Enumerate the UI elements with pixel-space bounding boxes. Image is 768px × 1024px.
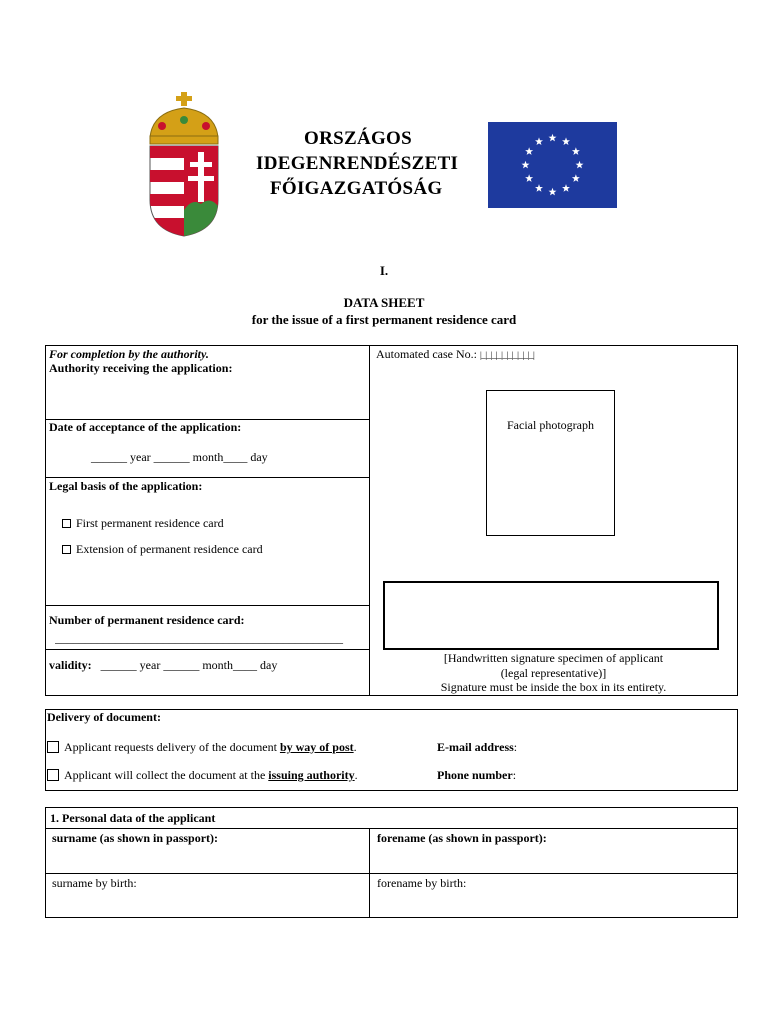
delivery-collect-emphasis: issuing authority <box>268 768 355 782</box>
surname-passport-label: surname (as shown in passport): <box>52 831 219 845</box>
signature-caption-line-1: [Handwritten signature specimen of applicant <box>443 651 664 665</box>
authority-divider <box>369 345 370 696</box>
document-title: DATA SHEET <box>343 295 425 310</box>
validity-field[interactable]: ______ year ______ month____ day <box>100 658 278 672</box>
row-divider <box>45 873 738 874</box>
case-number-label: Automated case No.: <box>376 347 477 361</box>
org-line-3: FŐIGAZGATÓSÁG <box>270 178 443 199</box>
option-extension[interactable] <box>62 542 263 557</box>
card-number-field[interactable]: ________________________________________________ <box>55 631 343 645</box>
org-line-2: IDEGENRENDÉSZETI <box>256 153 459 174</box>
card-number-label: Number of permanent residence card: <box>49 613 245 627</box>
forename-passport-field[interactable] <box>371 846 737 872</box>
document-subtitle: for the issue of a first permanent residence card <box>251 312 517 327</box>
option-first-card[interactable] <box>62 516 224 531</box>
signature-box[interactable] <box>383 581 719 650</box>
checkbox-delivery-collect[interactable] <box>47 769 59 781</box>
column-divider <box>369 828 370 918</box>
facial-photograph-box[interactable] <box>486 390 615 536</box>
organization-name <box>256 126 476 201</box>
option-first-card-label: First permanent residence card <box>76 516 224 530</box>
signature-caption-line-3: Signature must be inside the box in its entirety. <box>440 680 667 694</box>
row-divider <box>45 828 738 829</box>
email-label: E-mail address <box>437 740 514 754</box>
coat-of-arms-icon <box>140 90 230 240</box>
surname-birth-label: surname by birth: <box>52 876 137 890</box>
delivery-collect-suffix: . <box>354 768 358 782</box>
delivery-collect-text: Applicant will collect the document at the <box>64 768 269 782</box>
row-divider <box>45 605 370 606</box>
case-number-boxes[interactable]: |_|_|_|_|_|_|_|_|_|_| <box>479 350 535 360</box>
acceptance-date-field[interactable]: ______ year ______ month____ day <box>91 450 268 464</box>
option-extension-label: Extension of permanent residence card <box>76 542 263 556</box>
phone-label: Phone number <box>437 768 513 782</box>
phone-colon: : <box>512 768 517 782</box>
delivery-post-suffix: . <box>353 740 357 754</box>
signature-caption <box>376 651 731 695</box>
checkbox-delivery-post[interactable] <box>47 741 59 753</box>
email-row[interactable] <box>437 740 517 755</box>
automated-case-number <box>376 347 534 362</box>
receiving-authority-field[interactable] <box>46 376 368 418</box>
checkbox-extension[interactable] <box>62 545 71 554</box>
delivery-option-post[interactable] <box>47 740 357 755</box>
org-line-1: ORSZÁGOS <box>304 128 412 149</box>
acceptance-date-label: Date of acceptance of the application: <box>49 420 242 434</box>
receiving-authority-label: Authority receiving the application: <box>49 361 233 375</box>
delivery-heading: Delivery of document: <box>47 710 161 724</box>
legal-basis-label: Legal basis of the application: <box>49 479 203 493</box>
surname-birth-field[interactable] <box>46 891 368 917</box>
completion-note: For completion by the authority. <box>49 347 209 361</box>
delivery-post-emphasis: by way of post <box>279 740 354 754</box>
signature-caption-line-2: (legal representative)] <box>500 665 607 680</box>
facial-photograph-label: Facial photograph <box>507 418 594 432</box>
section-roman-numeral: I. <box>379 263 389 278</box>
row-divider <box>45 649 370 650</box>
row-divider <box>45 477 370 478</box>
eu-flag-icon <box>488 122 617 208</box>
checkbox-first-card[interactable] <box>62 519 71 528</box>
delivery-option-collect[interactable] <box>47 768 358 783</box>
surname-passport-field[interactable] <box>46 846 368 872</box>
email-colon: : <box>513 740 518 754</box>
personal-data-heading: 1. Personal data of the applicant <box>50 811 216 825</box>
forename-passport-label: forename (as shown in passport): <box>377 831 547 845</box>
delivery-post-text: Applicant requests delivery of the document <box>64 740 280 754</box>
validity-row[interactable] <box>49 658 277 673</box>
validity-label: validity: <box>49 658 92 672</box>
forename-birth-field[interactable] <box>371 891 737 917</box>
phone-row[interactable] <box>437 768 516 783</box>
forename-birth-label: forename by birth: <box>377 876 467 890</box>
